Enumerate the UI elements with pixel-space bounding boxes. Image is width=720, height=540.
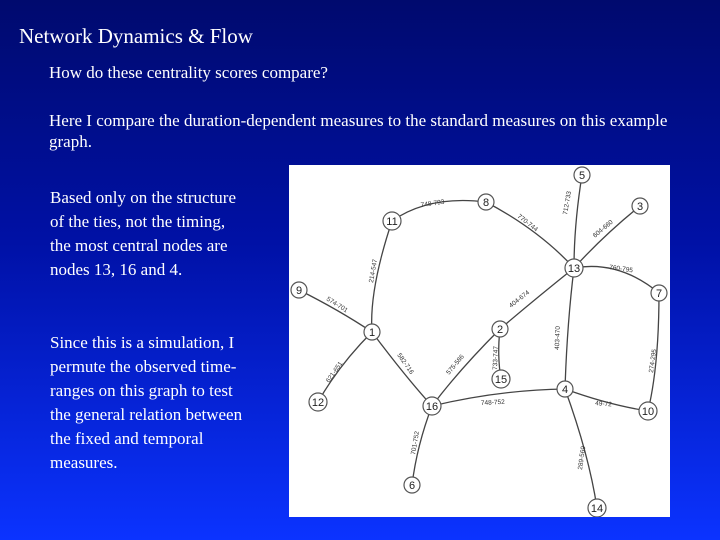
node-label: 5 xyxy=(578,170,586,182)
node-label: 16 xyxy=(425,401,439,413)
node-label: 11 xyxy=(386,216,398,228)
edge-label-4-14: 289-569 xyxy=(577,445,588,471)
edge-label-7-10: 274-295 xyxy=(648,348,659,374)
node-14 xyxy=(588,499,606,517)
node-4 xyxy=(557,381,573,397)
edge-label-8-13: 770-744 xyxy=(515,213,539,234)
edge-1-16 xyxy=(372,332,432,406)
edge-label-1-12: 621-651 xyxy=(324,360,345,385)
node-6 xyxy=(404,477,420,493)
edge-label-2-15: 733-747 xyxy=(492,345,500,371)
edge-label-11-8: 748-793 xyxy=(420,198,445,209)
edge-label-3-13: 604-660 xyxy=(591,218,615,240)
edge-label-13-2: 404-674 xyxy=(507,289,532,310)
node-13 xyxy=(565,259,583,277)
node-label: 6 xyxy=(408,480,416,492)
node-label: 7 xyxy=(655,288,663,300)
edge-3-13 xyxy=(574,206,640,268)
edge-label-2-16: 575-586 xyxy=(445,353,466,377)
node-3 xyxy=(632,198,648,214)
node-9 xyxy=(291,282,307,298)
edge-13-2 xyxy=(500,268,574,329)
node-16 xyxy=(423,397,441,415)
node-label: 2 xyxy=(496,324,504,336)
slide-title: Network Dynamics & Flow xyxy=(19,24,253,48)
edge-1-12 xyxy=(318,332,372,402)
node-1 xyxy=(364,324,380,340)
edge-label-13-4: 403-470 xyxy=(554,325,562,351)
node-5 xyxy=(574,167,590,183)
node-10 xyxy=(639,402,657,420)
network-graph xyxy=(289,165,670,517)
node-label: 14 xyxy=(590,503,604,515)
node-11 xyxy=(383,212,401,230)
edge-label-1-16: 582-716 xyxy=(395,352,415,376)
node-15 xyxy=(492,370,510,388)
edge-label-16-6: 701-752 xyxy=(410,430,422,456)
edge-8-13 xyxy=(486,202,574,268)
slide-question: How do these centrality scores compare? xyxy=(49,63,328,82)
node-8 xyxy=(478,194,494,210)
node-2 xyxy=(492,321,508,337)
edge-5-13 xyxy=(574,175,582,268)
simulation-paragraph: Since this is a simulation, I permute the observed time-ranges on this graph to test the general relation between the fixed and temporal measures. xyxy=(50,333,243,472)
node-label: 8 xyxy=(482,197,490,209)
node-12 xyxy=(309,393,327,411)
node-label: 12 xyxy=(311,397,325,409)
node-7 xyxy=(651,285,667,301)
node-label: 3 xyxy=(636,201,644,213)
edge-label-5-13: 712-733 xyxy=(562,190,574,216)
edge-label-13-7: 760-795 xyxy=(608,264,634,275)
structure-paragraph: Based only on the structure of the ties, not the timing, the most central nodes are nodes 13, 16 and 4. xyxy=(50,188,237,279)
node-label: 4 xyxy=(561,384,569,396)
network-graph-panel xyxy=(289,165,670,517)
node-label: 10 xyxy=(641,406,655,418)
edge-9-1 xyxy=(299,290,372,332)
edge-label-9-1: 574-701 xyxy=(324,295,349,315)
node-label: 13 xyxy=(567,263,581,275)
node-label: 1 xyxy=(368,327,376,339)
edge-label-4-10: 49-72 xyxy=(594,400,612,409)
edge-label-16-4: 748-752 xyxy=(480,398,505,407)
edge-13-4 xyxy=(565,268,574,389)
edge-label-11-1: 214-547 xyxy=(368,258,380,284)
node-label: 15 xyxy=(494,374,508,386)
node-label: 9 xyxy=(295,285,303,297)
intro-text: Here I compare the duration-dependent measures to the standard measures on this example graph. xyxy=(49,111,668,151)
